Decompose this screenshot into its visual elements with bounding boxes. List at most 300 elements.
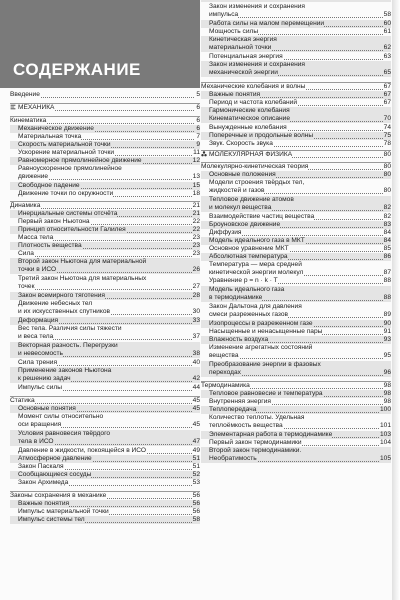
toc-page-number: 84	[383, 237, 391, 244]
toc-entry-label	[10, 308, 110, 316]
toc-page-number: 30	[192, 308, 200, 315]
toc-entry	[10, 317, 200, 325]
toc-page-number: 88	[383, 294, 391, 301]
toc-entry-label	[10, 367, 111, 375]
toc-page-number: 80	[383, 151, 391, 158]
toc-entry-text: МЕХАНИКА	[18, 104, 55, 111]
toc-entry-label	[10, 384, 62, 392]
toc-entry	[201, 303, 391, 311]
toc-entry-label	[10, 500, 69, 508]
toc-entry	[201, 361, 391, 369]
toc-entry	[10, 375, 200, 383]
toc-entry-label	[201, 171, 276, 179]
toc-entry-text: Важные понятия	[18, 500, 70, 507]
toc-entry-label	[201, 140, 273, 148]
toc-entry-text: Поперечные и продольные волны	[209, 132, 314, 139]
toc-entry-label	[10, 258, 146, 266]
toc-entry-text: Деформация	[18, 317, 59, 324]
toc-entry-text: Закон изменения и сохранения	[209, 3, 306, 10]
toc-entry-label	[10, 117, 46, 125]
toc-entry-text: в термодинамике	[209, 294, 263, 301]
toc-entry-text: Диффузия	[209, 229, 242, 236]
toc-entry-label	[10, 516, 85, 524]
toc-page-number: 7	[196, 133, 200, 140]
toc-entry-text: Второй закон Ньютона для материальной	[18, 258, 147, 265]
toc-page-number: 12	[192, 157, 200, 164]
toc-entry-label	[10, 283, 34, 291]
toc-page-number: 21	[192, 210, 200, 217]
toc-entry-text: вещества	[209, 352, 239, 359]
toc-entry	[201, 320, 391, 328]
toc-page-number: 22	[192, 226, 200, 233]
toc-entry-label	[10, 342, 118, 350]
toc-entry-label	[201, 20, 324, 28]
page-edge	[392, 0, 400, 600]
toc-page-number: 70	[383, 115, 391, 122]
toc-entry	[10, 463, 200, 471]
toc-entry	[10, 421, 200, 429]
toc-page-number: 27	[192, 283, 200, 290]
toc-entry	[10, 367, 200, 375]
toc-page-number: 88	[383, 277, 391, 284]
toc-entry-label	[201, 245, 289, 253]
toc-entry	[10, 165, 200, 173]
toc-entry	[10, 308, 200, 316]
toc-entry-label	[201, 311, 288, 319]
toc-entry	[10, 405, 200, 413]
toc-entry-label	[10, 157, 142, 165]
toc-page-number: 23	[192, 242, 200, 249]
toc-entry-text: Период и частота колебаний	[209, 99, 298, 106]
toc-entry-text: Равномерное прямолинейное движение	[18, 157, 142, 164]
toc-entry-text: Уравнение p = n · k · T	[209, 277, 278, 284]
toc-entry-label	[201, 132, 313, 140]
toc-page-number: 53	[192, 479, 200, 486]
toc-entry	[201, 269, 391, 277]
toc-entry-label	[10, 430, 110, 438]
toc-entry-label	[10, 202, 40, 210]
toc-entry-text: Количество теплоты. Удельная	[209, 414, 305, 421]
toc-entry	[201, 286, 391, 294]
toc-entry	[10, 226, 200, 234]
toc-entry-label	[10, 325, 122, 333]
toc-entry-label	[201, 213, 314, 221]
toc-page-number: 80	[383, 187, 391, 194]
toc-entry-label	[201, 28, 258, 36]
toc-entry-label	[10, 173, 48, 181]
toc-page-number: 40	[192, 359, 200, 366]
toc-entry	[201, 187, 391, 195]
toc-entry-label	[10, 234, 53, 242]
toc-page-number: 6	[196, 125, 200, 132]
toc-entry-text: Законы сохранения в механике	[10, 492, 107, 499]
toc-entry-text: Температура — мера средней	[209, 261, 302, 268]
toc-entry	[10, 292, 200, 300]
toc-entry-text: Условия равновесия твёрдого	[18, 430, 110, 437]
toc-page-number: 82	[383, 213, 391, 220]
toc-entry	[201, 229, 391, 237]
toc-entry	[10, 266, 200, 274]
toc-entry-text: Введение	[10, 91, 40, 98]
toc-entry-label	[201, 439, 302, 447]
toc-entry	[10, 283, 200, 291]
toc-section-entry	[201, 82, 391, 91]
toc-entry-text: Основные понятия	[18, 405, 76, 412]
toc-entry-label	[10, 242, 82, 250]
toc-entry-label	[201, 344, 312, 352]
toc-page-number: 101	[379, 422, 391, 429]
header-banner	[0, 0, 200, 88]
toc-entry-text: Теплопередача	[209, 406, 257, 413]
toc-entry-text: движение	[18, 173, 49, 180]
toc-entry-label	[201, 204, 271, 212]
toc-entry-label	[10, 397, 35, 405]
toc-entry	[10, 342, 200, 350]
toc-page-number: 90	[383, 320, 391, 327]
toc-entry-label	[201, 91, 260, 99]
toc-page-number: 56	[192, 500, 200, 507]
toc-entry-text: Второй закон термодинамики.	[209, 447, 302, 454]
toc-page-number: 23	[192, 234, 200, 241]
toc-entry	[10, 413, 200, 421]
toc-page-number: 13	[192, 173, 200, 180]
toc-entry	[201, 171, 391, 179]
toc-entry	[201, 245, 391, 253]
toc-entry-text: Масса тела	[18, 234, 54, 241]
toc-page-number: 5	[196, 91, 200, 98]
toc-entry-text: Внутренняя энергия	[209, 398, 271, 405]
leader-dots	[10, 289, 200, 290]
toc-page-number: 23	[192, 250, 200, 257]
toc-entry-label	[201, 382, 250, 390]
toc-entry-text: Применение законов Ньютона	[18, 367, 112, 374]
toc-page-number: 52	[192, 471, 200, 478]
toc-page-number: 45	[192, 421, 200, 428]
toc-page-number: 15	[192, 182, 200, 189]
toc-entry-label	[10, 359, 57, 367]
toc-entry-label	[201, 294, 262, 302]
toc-entry-label	[10, 141, 111, 149]
toc-entry-text: Свободное падение	[18, 182, 80, 189]
toc-entry-text: Третий закон Ньютона для материальных	[18, 275, 147, 282]
toc-entry-text: Материальная точка	[18, 133, 82, 140]
toc-entry-label	[201, 390, 323, 398]
toc-section-entry	[201, 381, 391, 390]
toc-entry-text: Основные положения	[209, 171, 276, 178]
toc-entry	[10, 471, 200, 479]
toc-entry-text: Принцип относительности Галилея	[18, 226, 126, 233]
toc-page-number: 51	[192, 463, 200, 470]
toc-entry-label	[10, 508, 109, 516]
toc-entry	[201, 99, 391, 107]
toc-entry	[201, 253, 391, 261]
toc-entry-label	[201, 336, 268, 344]
toc-entry-text: теплоёмкость вещества	[209, 422, 283, 429]
toc-entry-text: Элементарная работа в термодинамике	[209, 431, 333, 438]
toc-page-number: 89	[383, 311, 391, 318]
toc-entry-label	[201, 151, 292, 159]
toc-entry-text: Вынужденные колебания	[209, 124, 287, 131]
toc-entry-label	[201, 328, 322, 336]
toc-page-number: 80	[383, 163, 391, 170]
toc-entry-label	[201, 286, 284, 294]
toc-entry-label	[201, 361, 321, 369]
toc-entry-text: Плотность вещества	[18, 242, 82, 249]
toc-entry	[201, 221, 391, 229]
toc-entry-text: Скорость материальной точки	[18, 141, 111, 148]
toc-entry-label	[10, 455, 92, 463]
toc-section-entry	[10, 116, 200, 125]
toc-entry-text: переходах	[209, 369, 241, 376]
toc-page-number: 26	[192, 266, 200, 273]
toc-entry	[201, 204, 391, 212]
toc-entry	[201, 431, 391, 439]
toc-entry-text: Сила трения	[18, 359, 58, 366]
toc-entry-text: Момент силы относительно	[18, 413, 104, 420]
toc-entry-label	[201, 3, 305, 11]
toc-page-number: 87	[383, 269, 391, 276]
toc-entry-label	[10, 226, 126, 234]
toc-entry-text: Механическое движение	[18, 125, 94, 132]
toc-entry-text: Необратимость	[209, 455, 257, 462]
toc-entry-label	[201, 320, 313, 328]
toc-entry-label	[201, 455, 257, 463]
toc-page-number: 103	[379, 431, 391, 438]
toc-entry	[10, 430, 200, 438]
toc-page-number: 33	[192, 317, 200, 324]
toc-entry	[201, 53, 391, 61]
toc-entry-text: Звук. Скорость звука	[209, 140, 273, 147]
toc-entry-label	[10, 292, 105, 300]
toc-page-number: 80	[383, 171, 391, 178]
toc-entry-text: Тепловое движение атомов	[209, 196, 294, 203]
toc-entry	[10, 157, 200, 165]
toc-entry-text: Изменение агрегатных состояний	[209, 344, 313, 351]
toc-entry-text: Молекулярно-кинетическая теория	[201, 163, 309, 170]
toc-page-number: 21	[192, 202, 200, 209]
toc-entry-text: импульса	[209, 11, 239, 18]
toc-entry	[201, 390, 391, 398]
page-title: СОДЕРЖАНИЕ	[13, 60, 141, 79]
toc-entry-label	[201, 107, 290, 115]
toc-entry-label	[201, 61, 305, 69]
toc-entry-text: Движение небесных тел	[18, 300, 93, 307]
toc-entry-label	[201, 11, 238, 19]
toc-page-number: 98	[383, 390, 391, 397]
toc-page-number: 98	[383, 398, 391, 405]
toc-entry	[10, 479, 200, 487]
toc-entry-text: Кинематика	[10, 117, 47, 124]
toc-entry-label	[201, 253, 288, 261]
toc-entry	[10, 333, 200, 341]
toc-entry	[10, 182, 200, 190]
toc-entry-label	[201, 69, 278, 77]
toc-page-number: 91	[383, 328, 391, 335]
toc-entry-text: Вес тела. Различия силы тяжести	[18, 325, 122, 332]
toc-entry	[201, 447, 391, 455]
toc-entry-label	[201, 115, 290, 123]
toc-page-number: 85	[383, 245, 391, 252]
toc-entry	[201, 115, 391, 123]
toc-entry-label	[201, 261, 302, 269]
toc-section-entry	[10, 201, 200, 210]
toc-entry-label	[10, 300, 92, 308]
toc-entry-text: оси вращения	[18, 421, 62, 428]
toc-entry-text: и молекул вещества	[209, 204, 272, 211]
toc-entry-text: Статика	[10, 397, 35, 404]
toc-entry	[201, 398, 391, 406]
toc-entry-label	[10, 133, 81, 141]
toc-entry-text: Импульс системы тел	[18, 516, 85, 523]
toc-entry	[201, 422, 391, 430]
toc-entry	[201, 69, 391, 77]
toc-entry	[10, 125, 200, 133]
toc-entry	[10, 275, 200, 283]
toc-entry	[10, 91, 200, 99]
toc-entry-label	[10, 333, 53, 341]
toc-entry-label	[10, 125, 94, 133]
toc-page-number: 67	[383, 91, 391, 98]
toc-entry-text: Давление в жидкости, покоящейся в ИСО	[18, 447, 147, 454]
toc-entry-text: Тепловое равновесие и температура	[209, 390, 323, 397]
toc-page-number: 6	[196, 104, 200, 111]
toc-entry	[201, 294, 391, 302]
toc-entry	[10, 250, 200, 258]
toc-entry	[201, 91, 391, 99]
toc-page-number: 56	[192, 492, 200, 499]
toc-entry	[201, 179, 391, 187]
toc-entry-text: Закон изменения и сохранения	[209, 61, 306, 68]
toc-entry-label	[201, 352, 239, 360]
toc-entry-label	[10, 218, 90, 226]
toc-entry-text: Движение точки по окружности	[18, 190, 114, 197]
toc-entry-label	[10, 463, 64, 471]
toc-entry-label	[201, 303, 302, 311]
toc-entry-label	[201, 431, 332, 439]
toc-entry-text: Закон Паскаля	[18, 463, 64, 470]
toc-entry-label	[10, 210, 117, 218]
toc-entry-text: Импульс силы	[18, 384, 62, 391]
toc-page-number: 61	[383, 28, 391, 35]
toc-entry	[201, 11, 391, 19]
toc-entry-label	[10, 149, 114, 157]
toc-entry-label	[201, 163, 308, 171]
toc-entry-label	[10, 266, 56, 274]
toc-page-number: 98	[383, 382, 391, 389]
toc-entry	[201, 196, 391, 204]
toc-entry	[201, 124, 391, 132]
toc-entry-text: Сила	[18, 250, 34, 257]
toc-entry-text: Закон всемирного тяготения	[18, 292, 105, 299]
toc-page-number: 45	[192, 405, 200, 412]
toc-entry-text: жидкостей и газов	[209, 187, 265, 194]
toc-entry	[201, 213, 391, 221]
toc-page-number: 63	[383, 53, 391, 60]
toc-page-number: 42	[192, 375, 200, 382]
toc-entry	[10, 300, 200, 308]
toc-entry	[201, 311, 391, 319]
toc-entry	[201, 107, 391, 115]
toc-entry-text: точек	[18, 283, 35, 290]
toc-entry-label	[201, 187, 264, 195]
toc-entry	[201, 352, 391, 360]
toc-entry	[201, 277, 391, 285]
toc-entry-text: и невесомость	[18, 350, 63, 357]
toc-entry-text: смеси разреженных газов	[209, 311, 289, 318]
toc-entry-label	[201, 447, 301, 455]
toc-entry	[10, 141, 200, 149]
toc-entry-text: к решению задач	[18, 375, 71, 382]
toc-entry-label	[201, 53, 283, 61]
toc-entry	[10, 350, 200, 358]
toc-entry-text: Первый закон Ньютона	[18, 218, 90, 225]
toc-entry	[201, 132, 391, 140]
toc-entry-label	[201, 229, 242, 237]
toc-entry	[10, 218, 200, 226]
toc-entry	[201, 61, 391, 69]
toc-entry	[10, 149, 200, 157]
toc-entry-text: Гармонические колебания	[209, 107, 290, 114]
toc-entry-label	[10, 479, 68, 487]
toc-entry-label	[201, 269, 303, 277]
toc-entry	[10, 325, 200, 333]
toc-entry-text: тела в ИСО	[18, 438, 54, 445]
toc-section-entry	[201, 150, 391, 159]
toc-entry	[10, 516, 200, 524]
toc-entry-text: Кинетическая энергия	[209, 36, 277, 43]
toc-page-number: 86	[383, 253, 391, 260]
toc-page-number: 11	[193, 149, 200, 156]
toc-entry-label	[201, 277, 278, 285]
toc-entry	[201, 336, 391, 344]
toc-entry-label	[201, 44, 271, 52]
toc-entry-label	[201, 369, 241, 377]
toc-entry-text: МОЛЕКУЛЯРНАЯ ФИЗИКА	[209, 151, 293, 158]
toc-entry-label	[10, 421, 61, 429]
toc-page-number: 56	[192, 508, 200, 515]
toc-entry-label	[201, 414, 304, 422]
toc-entry-text: Абсолютная температура	[209, 253, 288, 260]
toc-page-number: 105	[379, 455, 391, 462]
toc-entry-label	[201, 406, 256, 414]
toc-entry-label	[10, 317, 58, 325]
toc-entry-label	[201, 124, 287, 132]
leader-dots	[10, 256, 200, 257]
toc-section-entry	[201, 162, 391, 171]
toc-entry	[10, 500, 200, 508]
toc-entry-label	[10, 190, 113, 198]
toc-page-number: 18	[192, 190, 200, 197]
toc-page-number: 60	[383, 20, 391, 27]
toc-page-number: 38	[192, 350, 200, 357]
toc-entry-label	[201, 196, 294, 204]
toc-entry-label	[10, 438, 54, 446]
toc-entry	[201, 261, 391, 269]
toc-entry-text: Влажность воздуха	[209, 336, 269, 343]
toc-entry-text: Термодинамика	[201, 382, 250, 389]
toc-entry-text: Основное уравнение МКТ	[209, 245, 289, 252]
toc-entry-text: Механические колебания и волны	[201, 83, 306, 90]
toc-page-number: 95	[383, 352, 391, 359]
toc-entry	[201, 44, 391, 52]
toc-entry-text: Модель идеального газа в МКТ	[209, 237, 305, 244]
toc-entry-text: Первый закон термодинамики	[209, 439, 302, 446]
toc-entry-text: Импульс материальной точки	[18, 508, 109, 515]
toc-entry-text: Модель идеального газа	[209, 286, 285, 293]
toc-entry-text: Взаимодействие частиц вещества	[209, 213, 315, 220]
toc-entry-label	[201, 36, 277, 44]
toc-entry	[201, 439, 391, 447]
